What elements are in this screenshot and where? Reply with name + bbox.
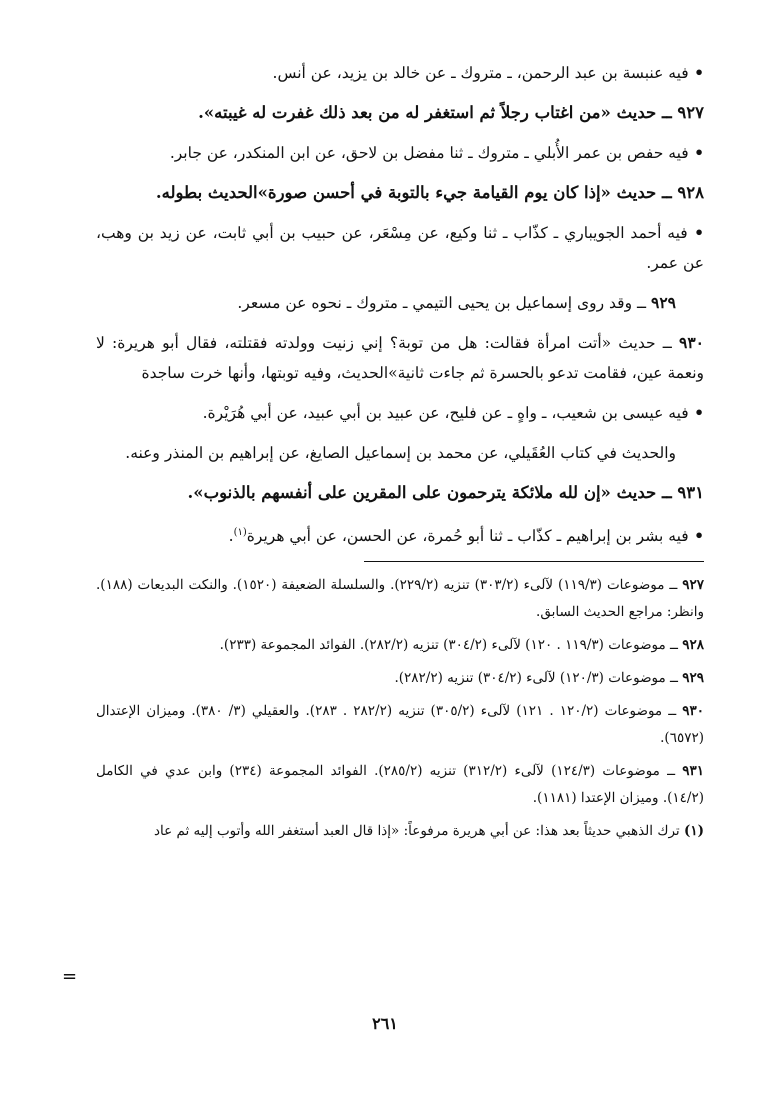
narrator-note: • فيه عنبسة بن عبد الرحمن، ـ متروك ـ عن خالد بن يزيد، عن أنس. (96, 58, 704, 88)
hadith-number: ٩٢٩ (651, 293, 676, 312)
footnote: (١) ترك الذهبي حديثاً بعد هذا: عن أبي هريرة مرفوعاً: «إذا قال العبد أستغفر الله وأتوب إليه ثم عاد (153, 823, 704, 840)
commentary: والحديث في كتاب العُقَيلي، عن محمد بن إسماعيل الصايغ، عن إبراهيم بن المنذر وعنه. (125, 444, 676, 462)
hadith-text: ــ حديث «أتت امرأة فقالت: هل من توبة؟ إني زنيت وولدته فقتلته، فقال أبو هريرة: لا ونعمة عين، فقامت تدعو بالحسرة ثم جاءت ثانية»الحديث، وفيه توبتها، وأنها خرت ساجدة (96, 334, 704, 382)
hadith-text: ــ وقد روى إسماعيل بن يحيى التيمي ـ متروك ـ نحوه عن مسعر. (237, 294, 652, 312)
hadith-entry (96, 288, 704, 318)
page-number: ٢٦١ (372, 1014, 398, 1033)
footnote-number: ٩٣٠ (682, 703, 705, 720)
hadith-entry (96, 178, 704, 208)
narrator-note: • فيه عيسى بن شعيب، ـ واهٍ ـ عن فليح، عن عبيد بن أبي عبيد، عن أبي هُرَيْرة. (96, 398, 704, 428)
footnote: ٩٣٠ ــ موضوعات (١٢٠/٢ . ١٢١) لآلىء (٣٠٥/٢) تنزيه (٢٨٢/٢ . ٢٨٣). والعقيلي (٣/ ٣٨٠). وميزان الإعتدال (٦٥٧٢). (96, 703, 705, 747)
footnote-divider (364, 561, 704, 562)
hadith-text: ــ حديث «إذا كان يوم القيامة جيء بالتوبة في أحسن صورة»الحديث بطوله. (155, 183, 678, 202)
footnote: ٩٢٨ ــ موضوعات (١١٩/٣ . ١٢٠) لآلىء (٣٠٤/٢) تنزيه (٢٨٢/٢). الفوائد المجموعة (٢٣٣). (219, 637, 704, 654)
narrator-note: • فيه أحمد الجويباري ـ كذّاب ـ ثنا وكيع، عن مِسْعَر، عن حبيب بن أبي ثابت، عن زيد بن وهب، عن عمر. (96, 218, 704, 278)
hadith-number: ٩٣١ (677, 483, 704, 502)
hadith-entry (96, 478, 704, 508)
hadith-number: ٩٢٨ (677, 183, 704, 202)
hadith-entry (96, 328, 704, 388)
footnote-number: ٩٣١ (682, 763, 705, 780)
continuation-mark: = (62, 966, 78, 987)
footnote: ٩٢٧ ــ موضوعات (١١٩/٣) لآلىء (٣٠٣/٢) تنزيه (٢٢٩/٢). والسلسلة الضعيفة (١٥٢٠). والنكت البديعات (١٨٨). وانظر: مراجع الحديث السابق. (96, 577, 704, 621)
hadith-number: ٩٢٧ (677, 103, 704, 122)
footnote-ref: (١) (233, 527, 247, 538)
main-text (96, 58, 704, 551)
footnotes (96, 572, 704, 845)
footnote: ٩٢٩ ــ موضوعات (١٢٠/٣) لآلىء (٣٠٤/٢) تنزيه (٢٨٢/٢). (394, 670, 704, 687)
footnote-number: ٩٢٧ (682, 577, 704, 594)
footnote-number: ٩٢٨ (682, 637, 704, 654)
narrator-note: • فيه حفص بن عمر الأُبلي ـ متروك ـ ثنا مفضل بن لاحق، عن ابن المنكدر، عن جابر. (96, 138, 704, 168)
footnote-number: (١) (683, 823, 704, 840)
hadith-number: ٩٣٠ (679, 333, 704, 352)
hadith-text: ــ حديث «إن لله ملائكة يترحمون على المقرين على أنفسهم بالذنوب». (187, 483, 678, 502)
narrator-note: • فيه بشر بن إبراهيم ـ كذّاب ـ ثنا أبو حُمرة، عن الحسن، عن أبي هريرة$^{(١)}$. (96, 518, 704, 551)
hadith-entry (96, 98, 704, 128)
page-content (96, 58, 704, 851)
footnote-number: ٩٢٩ (682, 670, 704, 687)
hadith-text: ــ حديث «من اغتاب رجلاً ثم استغفر له من بعد ذلك غفرت له غيبته». (198, 103, 678, 122)
footnote: ٩٣١ ــ موضوعات (١٢٤/٣) لآلىء (٣١٢/٢) تنزيه (٢٨٥/٢). الفوائد المجموعة (٢٣٤) وابن عدي في الكامل (١٤/٢). وميزان الإعتدا (١١٨١). (96, 763, 705, 807)
